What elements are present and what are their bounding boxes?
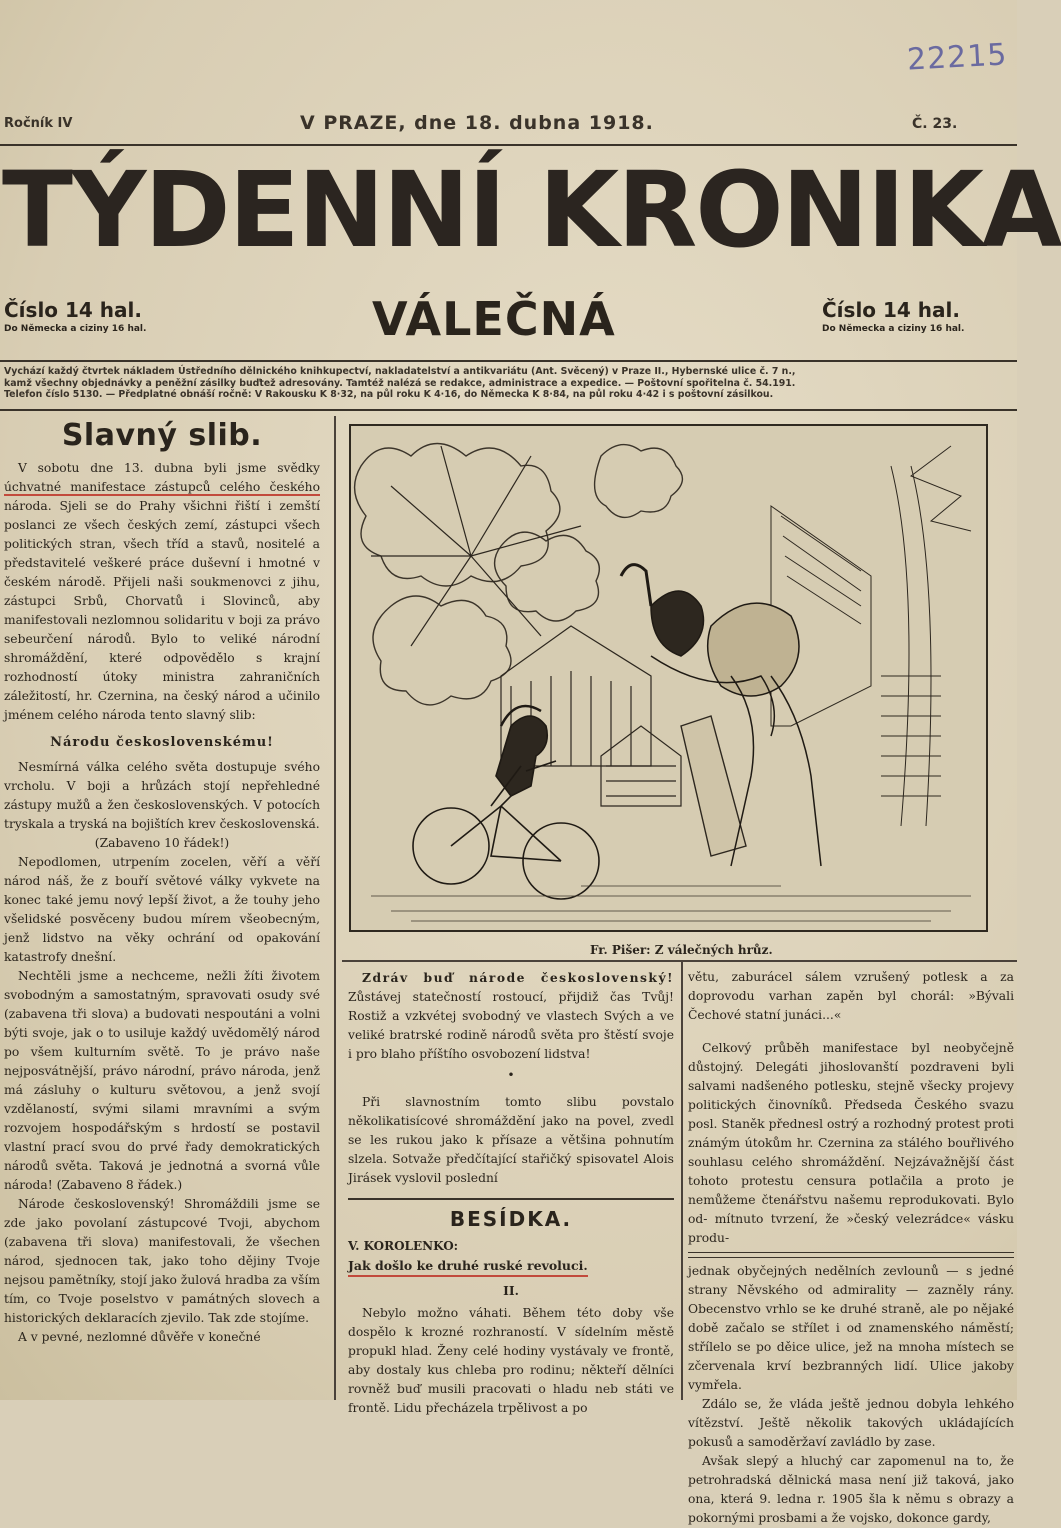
paragraph: Nebylo možno váhati. Během této doby vše dospělo k krozné rozhraností. V sídelním městě propukl hlad. Ženy celé hodiny vystávaly ve frontě, aby dostaly kus chleba pro rodinu; někteří dělníci rovněž buď musili pracovati o hladu neb státi ve frontě. Lidu přecházela trpělivost a po (348, 1305, 674, 1415)
dateline: V PRAZE, dne 18. dubna 1918. (300, 112, 654, 134)
paragraph (4, 459, 320, 725)
price-right-label: Číslo 14 hal. (822, 298, 960, 322)
paragraph (348, 968, 674, 1064)
illustration-caption: Fr. Pišer: Z válečných hrůz. (590, 943, 773, 957)
text-span: V sobotu dne 13. dubna byli jsme svědky (18, 461, 320, 475)
price-right (822, 298, 964, 334)
paragraph: jednak obyčejných nedělních zevlounů — s jedné strany Něvského od admirality — zazněly rány. Obecenstvo vrhlo se ke druhé straně, ale po nějaké době začalo se střílet i od znamenského náměstí; střílelo se po děice ulice, jež na mnoha místech se zčervenala krví bezbranných lidí. Ulice jakoby vymřela. (688, 1264, 1014, 1392)
divider (0, 409, 1017, 411)
paragraph: A v pevné, nezlomné důvěře v konečné (18, 1330, 261, 1344)
part-number: II. (503, 1282, 519, 1298)
paragraph: Při slavnostním tomto slibu povstalo několikatisícové shromáždění jako na povel, zvedl se les rukou jako k přísaze a většina pohnutím slzela. Sotvaže předčítající stařičký spisovatel Alois Jirásek vyslovil poslední (348, 1095, 674, 1185)
spaced-text: Zdráv buď národe československý! (362, 970, 674, 985)
divider (0, 360, 1017, 362)
paragraph: Národe československý! Shromáždili jsme se zde jako povolaní zástupcové Tvoji, abychom (zabavena tři slova) manifestovali, že všechen národ, sjednocen tak, jako toho dějiny Tvoje nejsou pamětníky, stojí jako žulová hradba za vším tím, co Tvoje poselstvo v památných slovech a historických deklaracích zjevilo. Tak zde stojíme. (4, 1197, 320, 1325)
price-left (4, 298, 146, 334)
paragraph: Avšak slepý a hluchý car zapomenul na to, že petrohradská dělnická masa není již taková, jako ona, která 9. ledna r. 1905 šla k němu s obrazy a pokornými prosbami a že vojsko, dokonce gardy, (688, 1454, 1014, 1525)
divider (342, 960, 1017, 962)
column-rule (334, 416, 336, 1400)
article-manifestace (688, 968, 1014, 1528)
paragraph: Zdálo se, že vláda ještě jednou dobyla lehkého vítězství. Ještě několik takových ukládajících pokusů a samoděržaví zavládlo by zase. (688, 1397, 1014, 1449)
price-left-note: Do Německa a ciziny 16 hal. (4, 324, 147, 334)
paragraph: Nepodlomen, utrpením zocelen, věří a věří národ náš, že z bouří světové války vykvete na konec také jemu nový lepší život, a že touhy jeho všelidské posvěceny budou mírem všeobecným, jenž lidstvo na věky ochrání od opakování katastrofy dnešní. (4, 855, 320, 964)
censored-note: (Zabaveno 10 řádek!) (94, 836, 230, 850)
masthead-title: TÝDENNÍ KRONIKA (2, 149, 1061, 271)
story-title: Jak došlo ke druhé ruské revoluci. (348, 1256, 588, 1277)
publisher-info (4, 366, 1009, 401)
story-author: V. KOROLENKO: (348, 1238, 459, 1253)
article-continued (348, 968, 674, 1418)
separator-mark: • (507, 1068, 515, 1082)
text-span: národa. Sjeli se do Prahy všichni řiští i zemští poslanci ze všech českých zemí, zástupci všech politických stran, všech tříd a stavů, nositelé a představitelé veškeré práce duševní i hmotné v českém národě. Přijeli naši soukmenovci z jihu, zástupci Srbů, Chorvatů i Slovinců, aby manifestovali nezlomnou solidaritu v boji za právo sebeurčení národů. Bylo to veliké národní shromáždění, které odpovědělo s krajní rozhodností útoky ministra zahraničních záležitostí, hr. Czernina, na český národ a učinilo jménem celého národa tento slavný slib: (4, 499, 320, 722)
text-span: Zůstávej statečností rostoucí, přijdiž čas Tvůj! Rostiž a vzkvétej svobodný ve vlastech Svých a ve veliké bratrské rodině národů světa pro štěstí svoje i pro blaho příštího osvobození lidstva! (348, 990, 674, 1061)
illustration-drawing (351, 426, 986, 930)
paragraph: Celkový průběh manifestace byl neobyčejně důstojný. Delegáti jihoslovanští pozdraveni byli salvami nadšeného potlesku, stejně všecky projevy politických činovníků. Předseda Českého svazu posl. Staněk přednesl ostrý a rozhodný protest proti známým útokům hr. Czernina za stálého bouřlivého souhlasu celého shromáždění. Nejzávažnější část tohoto protestu censura potlačila a proto je nemůžeme čtenářstvu našemu reprodukovati. Bylo od- mítnuto tvrzení, že »český velezrádce« vásku produ- (688, 1041, 1014, 1245)
article-title: Slavný slib. (61, 418, 263, 453)
dateline-bar (0, 110, 1017, 140)
divider (348, 1198, 674, 1200)
divider (0, 144, 1017, 146)
story-title-line (348, 1256, 674, 1277)
paragraph: Nechtěli jsme a nechceme, nežli žíti životem svobodným a samostatným, spravovati osudy své (zabavena tři slova) a budovati nespoutáni a volni býti svoje, jak o to usiluje každý uvědomělý národ po všem kulturním světě. To je právo naše nejposvátnější, právo národní, právo národa, jenž má zásluhy o kulturu světovou, a jenž svojí vzdělaností, svými silami mravními a svým rozvojem hospodářským s hrdostí se postavil vlastní prací svou do prvé řady demokratických národů světa. Taková je jednotná a svorná vůle národa! (Zabaveno 8 řádek.) (4, 969, 320, 1192)
publisher-line: Telefon číslo 5130. — Předplatné obnáší ročně: V Rakousku K 8·32, na půl roku K 4·16, do Německa K 8·84, na půl roku 4·42 i s poštovní zásilkou. (4, 389, 774, 400)
volume-label: Ročník IV (4, 116, 73, 131)
paragraph: větu, zaburácel sálem vzrušený potlesk a za doprovodu varhan zapěn byl chorál: »Bývali Čechové statní junáci...« (688, 970, 1014, 1022)
publisher-line: Vychází každý čtvrtek nákladem Ústředního dělnického knihkupectví, nakladatelství a antikvariátu (Ant. Svěcený) v Praze II., Hybernské ulice č. 7 n., (4, 366, 796, 377)
paragraph: Nesmírná válka celého světa dostupuje svého vrcholu. V boji a hrůzách stojí nepřehledné zástupy mužů a žen československých. V potocích tryskala a tryská na bojištích krev československá. (4, 760, 320, 831)
column-rule (681, 962, 683, 1400)
publisher-line: kamž všechny objednávky a peněžní zásilky buďtež adresovány. Tamtéž nalézá se redakce, administrace a expedice. — Poštovní spořitelna č. 54.191. (4, 377, 796, 389)
section-heading: Národu československému! (50, 735, 274, 750)
issue-number: Č. 23. (912, 116, 958, 132)
section-title-besidka: BESÍDKA. (449, 1206, 573, 1231)
price-right-note: Do Německa a ciziny 16 hal. (822, 324, 965, 334)
article-slavny-slib (4, 418, 320, 1347)
war-illustration (349, 424, 988, 932)
price-left-label: Číslo 14 hal. (4, 298, 142, 322)
masthead-subtitle: VÁLEČNÁ (372, 292, 616, 346)
divider-line (688, 1252, 1014, 1258)
handwritten-archive-number: 22215 (905, 37, 1008, 78)
underlined-text: úchvatné manifestace zástupců celého českého (4, 480, 320, 494)
